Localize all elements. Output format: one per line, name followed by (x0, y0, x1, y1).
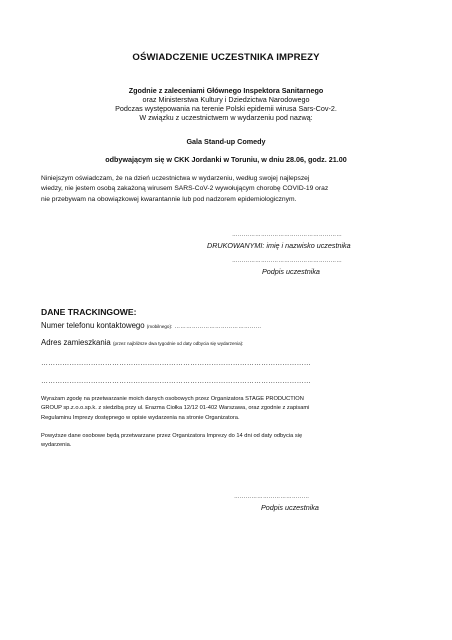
data-consent-line-3: Regulaminu Imprezy dostępnego w opisie wydarzenia na stronie Organizatora. (41, 414, 240, 421)
intro-line-1: Zgodnie z zaleceniami Głównego Inspektora Sanitarnego (128, 86, 324, 95)
signature-label-2: Podpis uczestnika (261, 503, 319, 512)
phone-label: Numer telefonu kontaktowego (41, 321, 145, 330)
data-consent (41, 395, 417, 423)
health-statement-line-1: Niniejszym oświadczam, że na dzień uczestnictwa w wydarzeniu, według swojej najlepszej (41, 175, 310, 182)
name-field-label: DRUKOWANYMI: imię i nazwisko uczestnika (207, 241, 351, 250)
signature-field-dots-1[interactable]: ………………………………………………… (232, 258, 343, 264)
data-retention (41, 432, 417, 451)
name-field-dots[interactable]: ………………………………………………… (232, 232, 343, 238)
health-statement (41, 174, 413, 205)
address-label: Adres zamieszkania (41, 338, 111, 347)
data-retention-line-2: wydarzenia. (41, 442, 72, 449)
address-line-2[interactable]: …………………………………………………………………………………………………… (41, 378, 311, 385)
address-note: (przez najbliższe dwa tygodnie od daty odbycia się wydarzenia): (112, 341, 244, 346)
data-consent-line-1: Wyrażam zgodę na przetwarzanie moich danych osobowych przez Organizatora STAGE PRODUCTION (41, 396, 304, 402)
signature-field-dots-2[interactable]: ………………………………… (234, 494, 310, 500)
data-retention-line-1: Powyższe dane osobowe będą przetwarzane przez Organizatora Imprezy do 14 dni od daty odbycia się (41, 433, 303, 439)
health-statement-line-2: wiedzy, nie jestem osobą zakażoną wirusem SARS-CoV-2 wywołującym chorobę COVID-19 oraz (41, 185, 329, 193)
phone-note: (mobilnego): (146, 324, 173, 329)
signature-label-1: Podpis uczestnika (262, 267, 320, 276)
address-line-1[interactable]: …………………………………………………………………………………………………… (41, 360, 311, 367)
health-statement-line-3: nie przebywam na obowiązkowej kwarantannie lub pod nadzorem epidemiologicznym. (41, 195, 297, 203)
intro-line-4: W związku z uczestnictwem w wydarzeniu pod nazwą: (139, 113, 313, 122)
intro-line-3: Podczas występowania na terenie Polski epidemii wirusa Sars-Cov-2. (115, 104, 337, 113)
tracking-heading: DANE TRACKINGOWE: (41, 307, 137, 317)
page-title: OŚWIADCZENIE UCZESTNIKA IMPREZY (132, 52, 320, 63)
intro-line-2: oraz Ministerstwa Kultury i Dziedzictwa Narodowego (142, 95, 310, 104)
phone-dots[interactable]: ……………………………………… (174, 324, 262, 330)
event-name: Gala Stand-up Comedy (186, 137, 266, 146)
data-consent-line-2: GROUP sp.z.o.o.sp.k. z siedzibą przy ul. Erazma Ciołka 12/12 01-402 Warszawa, oraz zgodnie z zapisami (41, 405, 310, 412)
event-details: odbywającym się w CKK Jordanki w Toruniu, w dniu 28.06, godz. 21.00 (105, 155, 347, 164)
phone-field[interactable] (41, 321, 261, 330)
address-field[interactable] (41, 338, 243, 347)
